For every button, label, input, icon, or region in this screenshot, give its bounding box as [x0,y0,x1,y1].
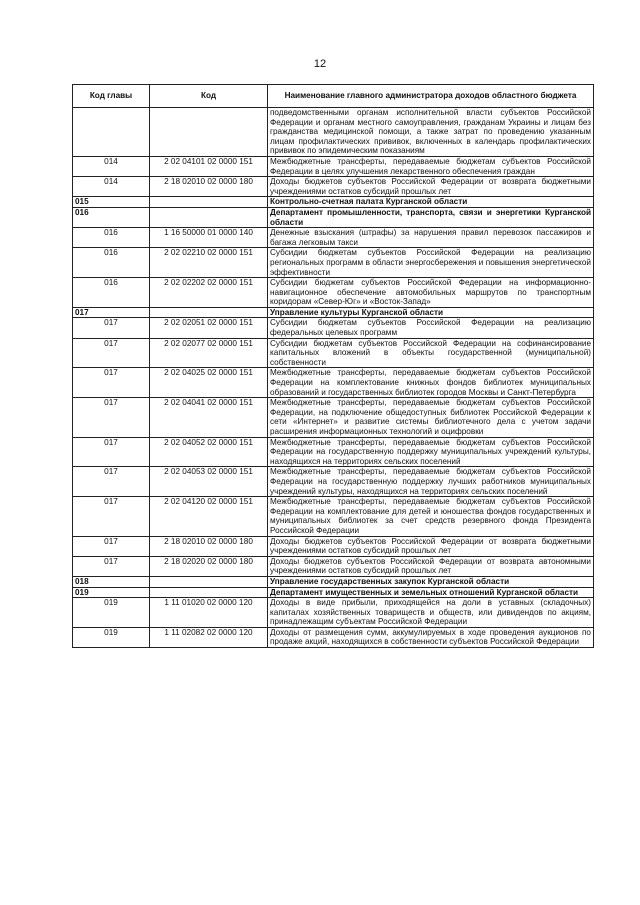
row-budget-code: 2 18 02010 02 0000 180 [150,536,268,556]
row-chapter-code: 015 [73,197,150,208]
row-budget-code [150,108,268,157]
row-administrator-name: подведомственными органам исполнительной власти субъектов Российской Федерации и органам местного самоуправления, гражданам Украины и лицам без гражданства медицинской помощи, а также затрат по проведению указанным лицам профилактических прививок, включенных в календарь профилактических прививок по эпидемическим показаниям [268,108,594,157]
table-row [73,368,594,398]
table-row [73,398,594,437]
table-row [73,207,594,227]
row-chapter-code: 016 [73,228,150,248]
row-chapter-code: 017 [73,368,150,398]
row-budget-code: 1 16 50000 01 0000 140 [150,228,268,248]
row-chapter-code: 014 [73,156,150,176]
page-number: 12 [313,58,327,70]
row-budget-code [150,197,268,208]
row-budget-code: 2 02 04052 02 0000 151 [150,437,268,467]
table-body [73,108,594,648]
header-name: Наименование главного администратора доходов областного бюджета [268,85,594,108]
table-row [73,307,594,318]
row-administrator-name: Субсидии бюджетам субъектов Российской Федерации на реализацию федеральных целевых программ [268,318,594,338]
row-chapter-code: 016 [73,278,150,308]
row-chapter-code: 014 [73,177,150,197]
row-chapter-code: 016 [73,207,150,227]
row-administrator-name: Межбюджетные трансферты, передаваемые бюджетам субъектов Российской Федерации в целях улучшения лекарственного обеспечения граждан [268,156,594,176]
row-administrator-name: Доходы от размещения сумм, аккумулируемых в ходе проведения аукционов по продаже акций, находящихся в собственности субъектов Российской Федерации [268,627,594,647]
table-row [73,338,594,368]
table-row [73,598,594,628]
row-budget-code: 2 02 02077 02 0000 151 [150,338,268,368]
row-administrator-name: Доходы в виде прибыли, приходящейся на доли в уставных (складочных) капиталах хозяйственных товариществ и обществ, или дивидендов по акциям, принадлежащим субъектам Российской Федерации [268,598,594,628]
row-chapter-code: 017 [73,307,150,318]
row-chapter-code: 017 [73,536,150,556]
revenue-administrators-table [72,84,594,648]
table-row [73,248,594,278]
row-chapter-code: 017 [73,318,150,338]
row-chapter-code: 017 [73,556,150,576]
row-administrator-name: Межбюджетные трансферты, передаваемые бюджетам субъектов Российской Федерации на государственную поддержку муниципальных учреждений культуры, находящихся на территориях сельских поселений [268,437,594,467]
row-budget-code: 2 02 02210 02 0000 151 [150,248,268,278]
row-budget-code: 2 02 02051 02 0000 151 [150,318,268,338]
row-administrator-name: Контрольно-счетная палата Курганской области [268,197,594,208]
row-administrator-name: Доходы бюджетов субъектов Российской Федерации от возврата бюджетными учреждениями остатков субсидий прошлых лет [268,536,594,556]
row-administrator-name: Межбюджетные трансферты, передаваемые бюджетам субъектов Российской Федерации на комплектование книжных фондов библиотек муниципальных образований и государственных библиотек городов Москвы и Санкт-Петербурга [268,368,594,398]
table-row [73,536,594,556]
row-administrator-name: Денежные взыскания (штрафы) за нарушения правил перевозок пассажиров и багажа легковым такси [268,228,594,248]
row-chapter-code: 019 [73,627,150,647]
table-row [73,467,594,497]
row-administrator-name: Доходы бюджетов субъектов Российской Федерации от возврата бюджетными учреждениями остатков субсидий прошлых лет [268,177,594,197]
row-administrator-name: Межбюджетные трансферты, передаваемые бюджетам субъектов Российской Федерации на комплектование для детей и юношества фондов государственных и муниципальных библиотек за счет средств резервного фонда Президента Российской Федерации [268,497,594,536]
row-budget-code [150,587,268,598]
row-budget-code: 1 11 02082 02 0000 120 [150,627,268,647]
header-chapter-code: Код главы [73,85,150,108]
row-chapter-code: 019 [73,587,150,598]
row-budget-code: 2 02 04101 02 0000 151 [150,156,268,176]
row-chapter-code: 017 [73,398,150,437]
row-chapter-code [73,108,150,157]
row-budget-code: 2 18 02020 02 0000 180 [150,556,268,576]
table-row [73,576,594,587]
table-row [73,587,594,598]
row-administrator-name: Управление культуры Курганской области [268,307,594,318]
table-row [73,228,594,248]
table-row [73,197,594,208]
row-budget-code: 2 02 04041 02 0000 151 [150,398,268,437]
row-administrator-name: Доходы бюджетов субъектов Российской Федерации от возврата автономными учреждениями остатков субсидий прошлых лет [268,556,594,576]
row-budget-code: 2 02 04120 02 0000 151 [150,497,268,536]
row-administrator-name: Межбюджетные трансферты, передаваемые бюджетам субъектов Российской Федерации на государственную поддержку лучших работников муниципальных учреждений культуры, находящихся на территориях сельских поселений [268,467,594,497]
row-budget-code [150,307,268,318]
row-chapter-code: 017 [73,467,150,497]
row-budget-code: 2 02 02202 02 0000 151 [150,278,268,308]
row-administrator-name: Субсидии бюджетам субъектов Российской Федерации на реализацию региональных программ в области энергосбережения и повышения энергетической эффективности [268,248,594,278]
header-code: Код [150,85,268,108]
row-chapter-code: 018 [73,576,150,587]
table-row [73,318,594,338]
table-row [73,156,594,176]
table-row [73,177,594,197]
table-row [73,278,594,308]
row-chapter-code: 017 [73,437,150,467]
row-administrator-name: Субсидии бюджетам субъектов Российской Федерации на информационно-навигационное обеспечение автомобильных маршрутов по транспортным коридорам «Север-Юг» и «Восток-Запад» [268,278,594,308]
row-administrator-name: Управление государственных закупок Курганской области [268,576,594,587]
row-chapter-code: 017 [73,497,150,536]
row-budget-code: 2 02 04025 02 0000 151 [150,368,268,398]
row-chapter-code: 016 [73,248,150,278]
table-row [73,556,594,576]
row-budget-code: 2 02 04053 02 0000 151 [150,467,268,497]
row-budget-code: 2 18 02010 02 0000 180 [150,177,268,197]
row-chapter-code: 017 [73,338,150,368]
table-row [73,627,594,647]
row-budget-code [150,207,268,227]
table-header-row [73,85,594,108]
row-budget-code: 1 11 01020 02 0000 120 [150,598,268,628]
table-row [73,108,594,157]
row-administrator-name: Департамент промышленности, транспорта, связи и энергетики Курганской области [268,207,594,227]
row-administrator-name: Субсидии бюджетам субъектов Российской Федерации на софинансирование капитальных вложений в объекты государственной (муниципальной) собственности [268,338,594,368]
table-row [73,437,594,467]
table-row [73,497,594,536]
row-budget-code [150,576,268,587]
row-administrator-name: Департамент имущественных и земельных отношений Курганской области [268,587,594,598]
row-chapter-code: 019 [73,598,150,628]
row-administrator-name: Межбюджетные трансферты, передаваемые бюджетам субъектов Российской Федерации, на подключение общедоступных библиотек Российской Федерации к сети «Интернет» и развитие системы библиотечного дела с учетом задачи расширения информационных технологий и оцифровки [268,398,594,437]
